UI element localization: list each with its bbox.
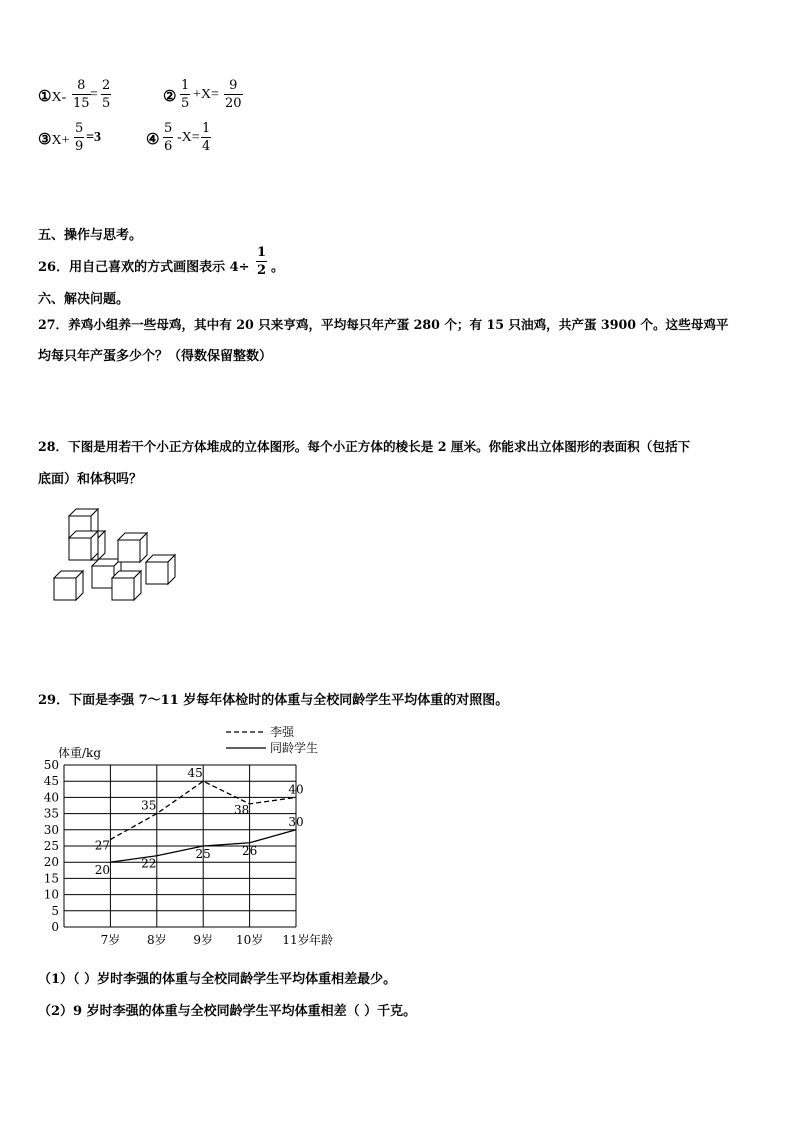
y-tick-label: 5 bbox=[51, 903, 59, 918]
cube bbox=[118, 533, 147, 562]
x-tick-label: 9岁 bbox=[193, 933, 214, 947]
equation-operator: +X= bbox=[193, 87, 219, 102]
question-29-sub2: （2）9 岁时李强的体重与全校同龄学生平均体重相差（ ）千克。 bbox=[38, 1004, 417, 1019]
section-heading-6: 六、解决问题。 bbox=[38, 292, 130, 307]
question-28-line2: 底面）和体积吗？ bbox=[38, 472, 143, 487]
fraction: 1 2 bbox=[257, 245, 267, 278]
cube bbox=[69, 531, 98, 560]
fraction: 5 9 bbox=[75, 121, 84, 154]
data-label: 40 bbox=[288, 782, 304, 797]
data-label: 30 bbox=[288, 814, 304, 829]
y-tick-label: 25 bbox=[43, 839, 59, 853]
y-tick-label: 0 bbox=[51, 920, 59, 934]
data-label: 22 bbox=[141, 856, 157, 871]
equation-1: ①X- bbox=[38, 89, 67, 105]
data-label: 26 bbox=[241, 843, 258, 858]
x-tick-label: 7岁 bbox=[100, 933, 121, 947]
question-27-line2: 均每只年产蛋多少个？（得数保留整数） bbox=[38, 349, 273, 364]
question-26-end: 。 bbox=[271, 260, 285, 275]
data-label: 27 bbox=[94, 838, 111, 853]
y-axis-label: 体重/kg bbox=[58, 746, 101, 760]
equation-2 bbox=[163, 87, 176, 106]
question-28-line1: 28．下图是用若干个小正方体堆成的立体图形。每个小正方体的棱长是 2 厘米。你能求出立体图形的表面积（包括下 bbox=[38, 439, 691, 454]
cube-stack-figure bbox=[48, 502, 183, 610]
equals-sign: = bbox=[90, 87, 98, 102]
question-29-sub1: （1）（ ）岁时李强的体重与全校同龄学生平均体重相差最少。 bbox=[38, 972, 397, 987]
y-tick-label: 30 bbox=[43, 822, 59, 837]
equation-marker: ② bbox=[163, 89, 177, 105]
equation-marker: ④ bbox=[146, 132, 160, 148]
question-27-line1: 27．养鸡小组养一些母鸡，其中有 20 只来亨鸡，平均每只年产蛋 280 个；有 15 只油鸡，共产蛋 3900 个。这些母鸡平 bbox=[38, 317, 729, 332]
weight-comparison-chart bbox=[30, 722, 340, 952]
fraction: 1 5 bbox=[181, 78, 190, 111]
fraction: 2 5 bbox=[102, 78, 111, 111]
data-label: 35 bbox=[141, 798, 157, 813]
question-29: 29．下面是李强 7～11 岁每年体检时的体重与全校同龄学生平均体重的对照图。 bbox=[38, 693, 509, 708]
data-label: 38 bbox=[233, 802, 250, 817]
equation-marker: ③ bbox=[38, 132, 52, 148]
data-label: 45 bbox=[187, 766, 203, 781]
x-tick-label: 8岁 bbox=[146, 933, 167, 947]
data-label: 20 bbox=[94, 863, 111, 878]
fraction: 8 15 bbox=[73, 78, 90, 111]
fraction: 5 6 bbox=[164, 121, 173, 154]
data-label: 25 bbox=[195, 847, 211, 861]
fraction: 1 4 bbox=[202, 121, 211, 154]
question-26: 26．用自己喜欢的方式画图表示 4÷ bbox=[38, 260, 250, 275]
equation-operator: -X= bbox=[177, 130, 200, 145]
y-tick-label: 20 bbox=[43, 855, 59, 870]
legend-label: 同龄学生 bbox=[270, 741, 319, 755]
y-tick-label: 40 bbox=[43, 790, 59, 805]
y-tick-label: 15 bbox=[43, 871, 59, 886]
x-tick-label: 11岁 bbox=[282, 933, 310, 947]
y-tick-label: 10 bbox=[43, 887, 59, 902]
cube bbox=[112, 571, 141, 600]
equation-3: ③X+ bbox=[38, 132, 70, 148]
equation-marker: ① bbox=[38, 89, 52, 105]
equation-4 bbox=[146, 130, 159, 149]
fraction: 9 20 bbox=[225, 78, 242, 111]
y-tick-label: 45 bbox=[43, 774, 59, 789]
legend-label: 李强 bbox=[270, 725, 295, 739]
cube bbox=[146, 555, 175, 584]
cube bbox=[54, 571, 83, 600]
section-heading-5: 五、操作与思考。 bbox=[38, 228, 143, 243]
x-tick-label: 10岁 bbox=[235, 933, 264, 947]
y-tick-label: 50 bbox=[43, 758, 59, 772]
y-tick-label: 35 bbox=[43, 806, 59, 821]
equation-operator: =3 bbox=[86, 130, 101, 145]
x-axis-label: 年龄 bbox=[309, 933, 334, 947]
